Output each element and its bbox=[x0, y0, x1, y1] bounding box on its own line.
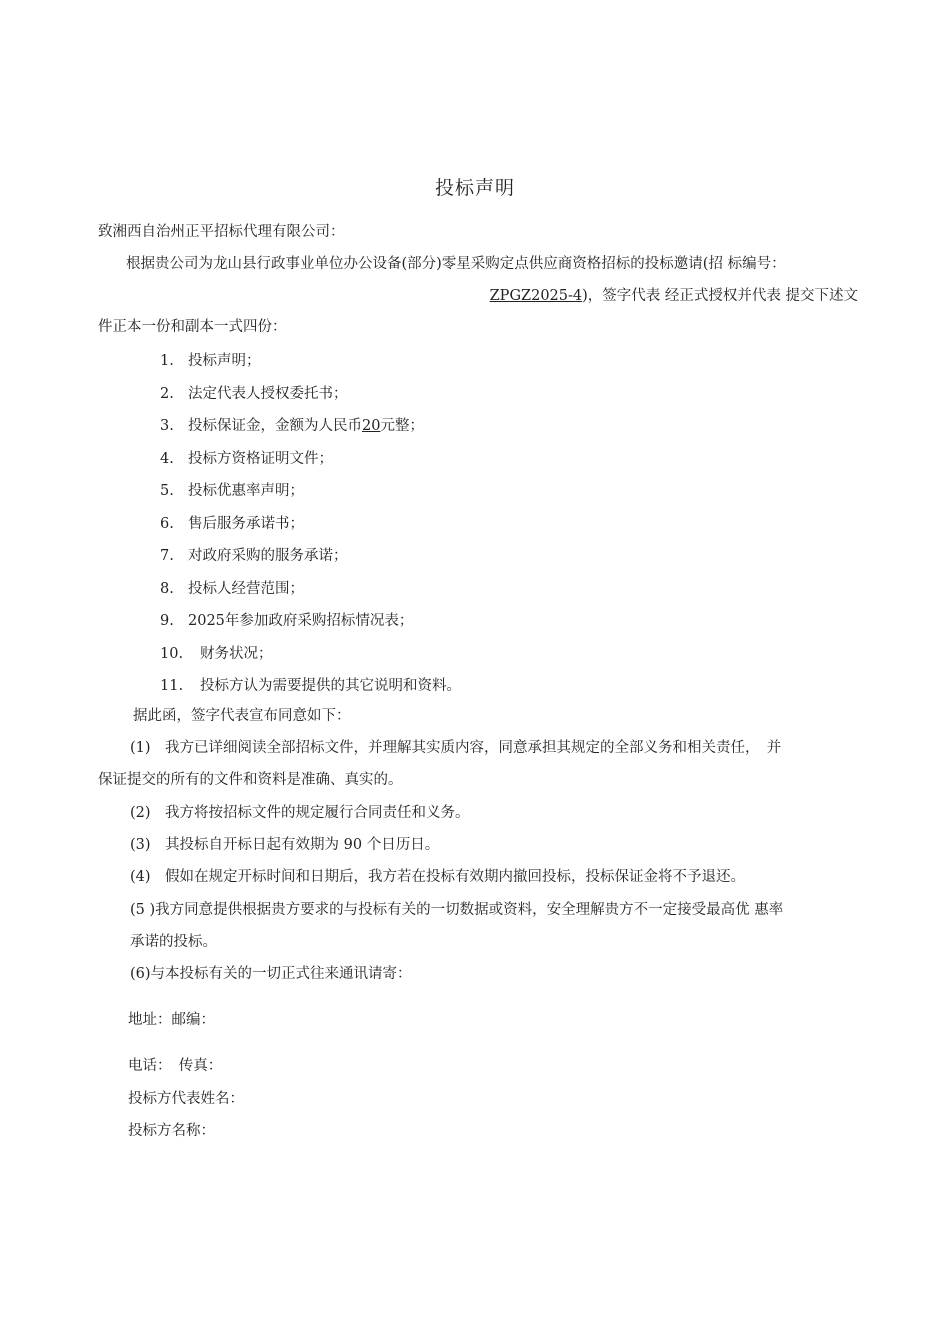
item-text: 2025年参加政府采购招标情况表； bbox=[188, 613, 414, 629]
item-number: 5. bbox=[160, 483, 174, 499]
bid-code: ZPGZ2025-4 bbox=[489, 288, 583, 304]
list-item bbox=[160, 642, 273, 663]
clause-4: (4) 假如在规定开标时间和日期后，我方若在投标有效期内撤回投标，投标保证金将不予退还。 bbox=[130, 869, 746, 885]
item-text: 投标优惠率声明； bbox=[188, 483, 304, 499]
item-number: 3. bbox=[160, 418, 174, 434]
item-text: 对政府采购的服务承诺； bbox=[188, 548, 348, 564]
clause-5-line-1: (5 )我方同意提供根据贵方要求的与投标有关的一切数据或资料，安全理解贵方不一定接受最高优 惠率 bbox=[130, 902, 784, 918]
item-number: 7. bbox=[160, 548, 174, 564]
item-number: 2. bbox=[160, 386, 174, 402]
list-item bbox=[160, 382, 348, 403]
list-item bbox=[160, 577, 304, 598]
clause-6: (6)与本投标有关的一切正式往来通讯请寄： bbox=[130, 966, 412, 982]
list-item bbox=[160, 414, 424, 435]
item-number: 8. bbox=[160, 581, 174, 597]
item-text: 法定代表人授权委托书； bbox=[188, 386, 348, 402]
clause-5-line-2: 承诺的投标。 bbox=[130, 934, 217, 950]
item-number: 6. bbox=[160, 516, 174, 532]
item-text: 投标方资格证明文件； bbox=[188, 451, 333, 467]
item-text-suffix: 元整； bbox=[380, 418, 424, 434]
list-item bbox=[160, 674, 461, 695]
address-field: 地址：邮编： bbox=[128, 1012, 215, 1028]
intro-line-2 bbox=[490, 286, 858, 306]
item-text: 投标保证金，金额为人民币 bbox=[188, 418, 362, 434]
item-text: 售后服务承诺书； bbox=[188, 516, 304, 532]
item-number: 9. bbox=[160, 613, 174, 629]
clause-1-line-2: 保证提交的所有的文件和资料是准确、真实的。 bbox=[98, 772, 403, 788]
item-text: 投标人经营范围； bbox=[188, 581, 304, 597]
item-number: 1. bbox=[160, 353, 174, 369]
intro-line-3: 件正本一份和副本一式四份： bbox=[98, 319, 287, 335]
intro-line-2-rest: )，签字代表 经正式授权并代表 提交下述文 bbox=[582, 288, 858, 304]
list-item bbox=[160, 479, 304, 500]
list-item bbox=[160, 609, 413, 630]
representative-name-field: 投标方代表姓名： bbox=[128, 1091, 244, 1107]
phone-fax-field: 电话： 传真： bbox=[128, 1058, 223, 1074]
item-text: 财务状况； bbox=[200, 646, 273, 662]
list-item bbox=[160, 349, 261, 370]
clause-1-line-1: (1) 我方已详细阅读全部招标文件，并理解其实质内容，同意承担其规定的全部义务和相关责任， 并 bbox=[130, 740, 782, 756]
page-title: 投标声明 bbox=[434, 177, 515, 199]
item-number: 10. bbox=[160, 646, 184, 662]
item-number: 11. bbox=[160, 678, 184, 694]
declaration: 据此函，签字代表宣布同意如下： bbox=[133, 708, 351, 724]
intro-line-1: 根据贵公司为龙山县行政事业单位办公设备(部分)零星采购定点供应商资格招标的投标邀请(招 标编号： bbox=[126, 256, 786, 272]
clause-2: (2) 我方将按招标文件的规定履行合同责任和义务。 bbox=[130, 805, 470, 821]
salutation: 致湘西自治州正平招标代理有限公司： bbox=[98, 224, 345, 240]
clause-3: (3) 其投标自开标日起有效期为 90 个日历日。 bbox=[130, 837, 440, 853]
deposit-amount: 20 bbox=[362, 418, 381, 434]
company-name-field: 投标方名称： bbox=[128, 1123, 215, 1139]
item-number: 4. bbox=[160, 451, 174, 467]
list-item bbox=[160, 447, 333, 468]
list-item bbox=[160, 512, 304, 533]
list-item bbox=[160, 544, 348, 565]
item-text: 投标方认为需要提供的其它说明和资料。 bbox=[200, 678, 461, 694]
item-text: 投标声明； bbox=[188, 353, 261, 369]
